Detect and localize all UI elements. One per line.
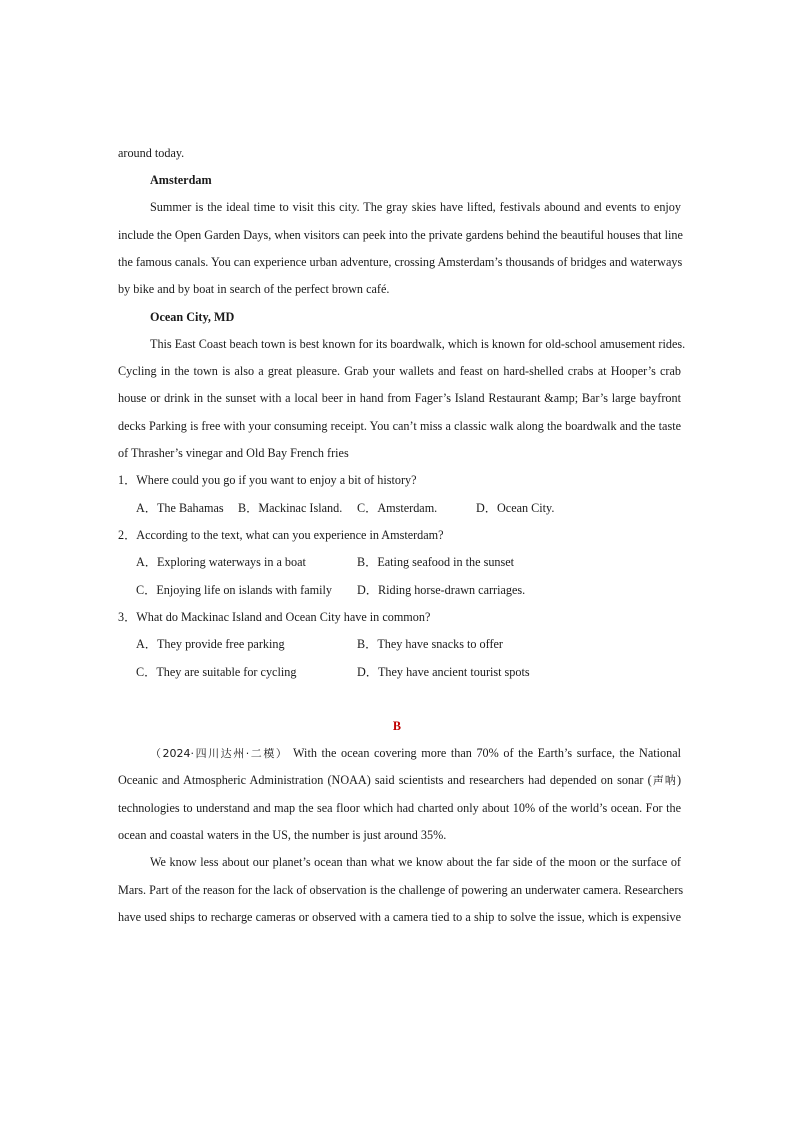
question-2-option-c[interactable]: C．Enjoying life on islands with family [136, 583, 332, 597]
amsterdam-line: Summer is the ideal time to visit this city. The gray skies have lifted, festivals abound and events to enjoy [150, 200, 681, 214]
question-3-stem: 3．What do Mackinac Island and Ocean City have in common? [118, 610, 431, 624]
passage-b-gloss: 声呐 [651, 774, 677, 787]
passage-a-closing-line: around today. [118, 146, 185, 160]
amsterdam-line: the famous canals. You can experience urban adventure, crossing Amsterdam’s thousands of bridges and waterways [118, 255, 683, 269]
passage-b-p2-line: We know less about our planet’s ocean than what we know about the far side of the moon or the surface of [150, 855, 681, 869]
ocean-city-line: Cycling in the town is also a great pleasure. Grab your wallets and feast on hard-shelled crabs at Hooper’s crab [118, 364, 681, 378]
ocean-city-line: of Thrasher’s vinegar and Old Bay French fries [118, 446, 349, 460]
passage-b-source: （2024·四川达州·二模） [150, 747, 289, 760]
question-3-option-a[interactable]: A．They provide free parking [136, 637, 285, 651]
ocean-city-line: This East Coast beach town is best known for its boardwalk, which is known for old-school amusement rides. [150, 337, 686, 351]
passage-b-p1-line2-post: ) [676, 773, 682, 787]
question-3-option-d[interactable]: D．They have ancient tourist spots [357, 665, 530, 679]
heading-amsterdam: Amsterdam [150, 173, 212, 187]
amsterdam-line: include the Open Garden Days, when visitors can peek into the private gardens behind the beautiful houses that line [118, 228, 683, 242]
passage-b-p1-line2-pre: Oceanic and Atmospheric Administration (NOAA) said scientists and researchers had depended on sonar ( [118, 773, 652, 787]
question-3-option-b[interactable]: B．They have snacks to offer [357, 637, 503, 651]
passage-b-p2-line: have used ships to recharge cameras or observed with a camera tied to a ship to solve the issue, which is expensive [118, 910, 681, 924]
question-1-option-b[interactable]: B．Mackinac Island. [238, 501, 343, 515]
passage-b-p1-line1-text: With the ocean covering more than 70% of the Earth’s surface, the National [293, 746, 681, 760]
heading-ocean-city: Ocean City, MD [150, 310, 235, 324]
passage-b-p1-line [150, 746, 681, 761]
passage-b-p1-line: technologies to understand and map the sea floor which had charted only about 10% of the world’s ocean. For the [118, 801, 681, 815]
passage-b-p1-line: ocean and coastal waters in the US, the number is just around 35%. [118, 828, 447, 842]
section-b-label: B [392, 719, 402, 733]
question-2-option-d[interactable]: D．Riding horse-drawn carriages. [357, 583, 526, 597]
amsterdam-line: by bike and by boat in search of the perfect brown café. [118, 282, 390, 296]
question-2-option-b[interactable]: B．Eating seafood in the sunset [357, 555, 515, 569]
question-2-option-a[interactable]: A．Exploring waterways in a boat [136, 555, 306, 569]
question-2-stem: 2．According to the text, what can you experience in Amsterdam? [118, 528, 444, 542]
ocean-city-line: decks Parking is free with your consuming receipt. You can’t miss a classic walk along the boardwalk and the taste [118, 419, 681, 433]
passage-b-p2-line: Mars. Part of the reason for the lack of observation is the challenge of powering an underwater camera. Researchers [118, 883, 684, 897]
question-1-option-d[interactable]: D．Ocean City. [476, 501, 555, 515]
ocean-city-line: house or drink in the sunset with a local beer in hand from Fager’s Island Restaurant &amp; Bar’s large bayfront [118, 391, 681, 405]
question-1-option-a[interactable]: A．The Bahamas [136, 501, 224, 515]
question-1-option-c[interactable]: C．Amsterdam. [357, 501, 438, 515]
question-1-stem: 1．Where could you go if you want to enjoy a bit of history? [118, 473, 417, 487]
question-3-option-c[interactable]: C．They are suitable for cycling [136, 665, 297, 679]
passage-b-p1-line [118, 773, 681, 788]
